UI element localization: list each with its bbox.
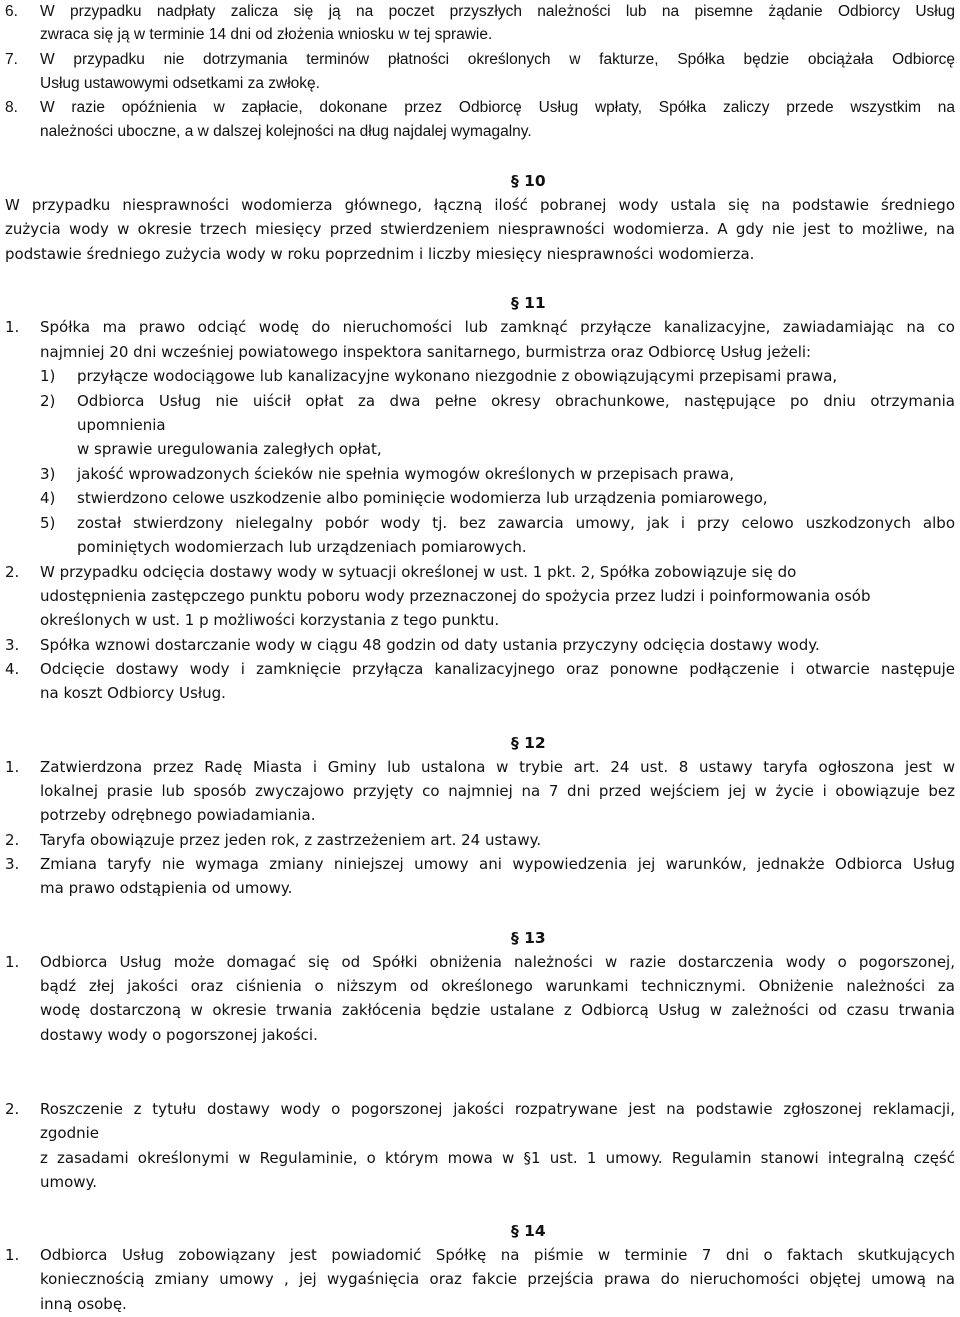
paragraph-line: W razie opóźnienia w zapłacie, dokonane przez Odbiorcę Usług wpłaty, Spółka zaliczy przede wszystkim na: [40, 99, 955, 116]
paragraph-line: upomnienia: [77, 416, 166, 434]
paragraph-line: W przypadku odcięcia dostawy wody w sytuacji określonej w ust. 1 pkt. 2, Spółka zobowiązuje się do: [40, 563, 797, 581]
item-number: 6.: [5, 3, 18, 20]
paragraph-line: Zmiana taryfy nie wymaga zmiany niniejszej umowy ani wypowiedzenia jej warunków, jednakże Odbiorca Usług: [40, 855, 955, 873]
paragraph-line: podstawie średniego zużycia wody w roku poprzednim i liczby miesięcy niesprawności wodomierza.: [5, 245, 755, 263]
item-number: 3.: [5, 636, 20, 654]
paragraph-line: przyłącze wodociągowe lub kanalizacyjne wykonano niezgodnie z obowiązującymi przepisami prawa,: [77, 367, 838, 385]
paragraph-line: W przypadku nadpłaty zalicza się ją na poczet przyszłych należności lub na pisemne żądanie Odbiorcy Usług: [40, 3, 955, 20]
paragraph-line: Spółka wznowi dostarczanie wody w ciągu 48 godzin od daty ustania przyczyny odcięcia dostawy wody.: [40, 636, 820, 654]
paragraph-line: najmniej 20 dni wcześniej powiatowego inspektora sanitarnego, burmistrza oraz Odbiorcę Usług jeżeli:: [40, 343, 812, 361]
item-number: 1.: [5, 318, 20, 336]
section-heading: § 12: [511, 734, 546, 752]
paragraph-line: Zatwierdzona przez Radę Miasta i Gminy lub ustalona w trybie art. 24 ust. 8 ustawy taryfa ogłoszona jest w: [40, 758, 955, 776]
subitem-number: 4): [40, 489, 56, 507]
paragraph-line: pominiętych wodomierzach lub urządzeniach pomiarowych.: [77, 538, 527, 556]
paragraph-line: Odcięcie dostawy wody i zamknięcie przyłącza kanalizacyjnego oraz ponowne podłączenie i otwarcie następuje: [40, 660, 955, 678]
paragraph-line: został stwierdzony nielegalny pobór wody tj. bez zawarcia umowy, jak i przy celowo uszkodzonych albo: [77, 514, 955, 532]
paragraph-line: stwierdzono celowe uszkodzenie albo pominięcie wodomierza lub urządzenia pomiarowego,: [77, 489, 768, 507]
paragraph-line: potrzeby odrębnego powiadamiania.: [40, 806, 316, 824]
subitem-number: 5): [40, 514, 56, 532]
paragraph-line: Usług ustawowymi odsetkami za zwłokę.: [40, 75, 320, 92]
paragraph-line: Spółka ma prawo odciąć wodę do nieruchomości lub zamknąć przyłącze kanalizacyjne, zawiadamiając na co: [40, 318, 955, 336]
paragraph-line: dostawy wody o pogorszonej jakości.: [40, 1026, 318, 1044]
paragraph-line: zużycia wody w okresie trzech miesięcy przed stwierdzeniem niesprawności wodomierza. A gdy nie jest to możliwe, na: [5, 220, 955, 238]
paragraph-line: z zasadami określonymi w Regulaminie, o którym mowa w §1 ust. 1 umowy. Regulamin stanowi integralną część: [40, 1149, 955, 1167]
paragraph-line: umowy.: [40, 1173, 98, 1191]
paragraph-line: Taryfa obowiązuje przez jeden rok, z zastrzeżeniem art. 24 ustawy.: [40, 831, 542, 849]
item-number: 8.: [5, 99, 18, 116]
paragraph-line: określonych w ust. 1 p możliwości korzystania z tego punktu.: [40, 611, 500, 629]
paragraph-line: Odbiorca Usług zobowiązany jest powiadomić Spółkę na piśmie w terminie 7 dni o faktach skutkujących: [40, 1246, 955, 1264]
paragraph-line: Odbiorca Usług nie uiścił opłat za dwa pełne okresy obrachunkowe, następujące po dniu otrzymania: [77, 392, 955, 410]
section-heading: § 14: [511, 1222, 546, 1240]
paragraph-line: zwraca się ją w terminie 14 dni od złożenia wniosku w tej sprawie.: [40, 26, 493, 43]
item-number: 2.: [5, 1100, 20, 1118]
section-heading: § 13: [511, 929, 546, 947]
item-number: 1.: [5, 953, 20, 971]
paragraph-line: bądź złej jakości oraz ciśnienia o niższym od określonego warunkami technicznymi. Obniżenie należności za: [40, 977, 955, 995]
item-number: 1.: [5, 758, 20, 776]
item-number: 2.: [5, 831, 20, 849]
paragraph-line: W przypadku nie dotrzymania terminów płatności określonych w fakturze, Spółka będzie obciążała Odbiorcę: [40, 51, 955, 68]
subitem-number: 3): [40, 465, 56, 483]
section-heading: § 11: [511, 294, 546, 312]
paragraph-line: w sprawie uregulowania zaległych opłat,: [77, 440, 382, 458]
paragraph-line: na koszt Odbiorcy Usług.: [40, 684, 226, 702]
paragraph-line: zgodnie: [40, 1124, 99, 1142]
paragraph-line: jakość wprowadzonych ścieków nie spełnia wymogów określonych w przepisach prawa,: [77, 465, 735, 483]
paragraph-line: należności uboczne, a w dalszej kolejności na dług najdalej wymagalny.: [40, 123, 532, 140]
item-number: 3.: [5, 855, 20, 873]
item-number: 7.: [5, 51, 18, 68]
subitem-number: 2): [40, 392, 56, 410]
paragraph-line: W przypadku niesprawności wodomierza głównego, łączną ilość pobranej wody ustala się na podstawie średniego: [5, 196, 955, 214]
paragraph-line: lokalnej prasie lub sposób zwyczajowo przyjęty co najmniej na 7 dni przed wejściem jej w życie i obowiązuje bez: [40, 782, 955, 800]
item-number: 2.: [5, 563, 20, 581]
paragraph-line: ma prawo odstąpienia od umowy.: [40, 879, 293, 897]
paragraph-line: koniecznością zmiany umowy , jej wygaśnięcia oraz fakcie przejścia prawa do nieruchomości objętej umową na: [40, 1270, 955, 1288]
paragraph-line: udostępnienia zastępczego punktu poboru wody przeznaczonej do spożycia przez ludzi i poinformowania osób: [40, 587, 871, 605]
item-number: 4.: [5, 660, 20, 678]
paragraph-line: inną osobę.: [40, 1295, 127, 1313]
subitem-number: 1): [40, 367, 56, 385]
paragraph-line: Odbiorca Usług może domagać się od Spółki obniżenia należności w razie dostarczenia wody o pogorszonej,: [40, 953, 955, 971]
paragraph-line: wodę dostarczoną w okresie trwania zakłócenia będzie ustalane z Odbiorcą Usług w zależności od czasu trwania: [40, 1001, 955, 1019]
paragraph-line: Roszczenie z tytułu dostawy wody o pogorszonej jakości rozpatrywane jest na podstawie zgłoszonej reklamacji,: [40, 1100, 955, 1118]
section-heading: § 10: [511, 172, 546, 190]
item-number: 1.: [5, 1246, 20, 1264]
